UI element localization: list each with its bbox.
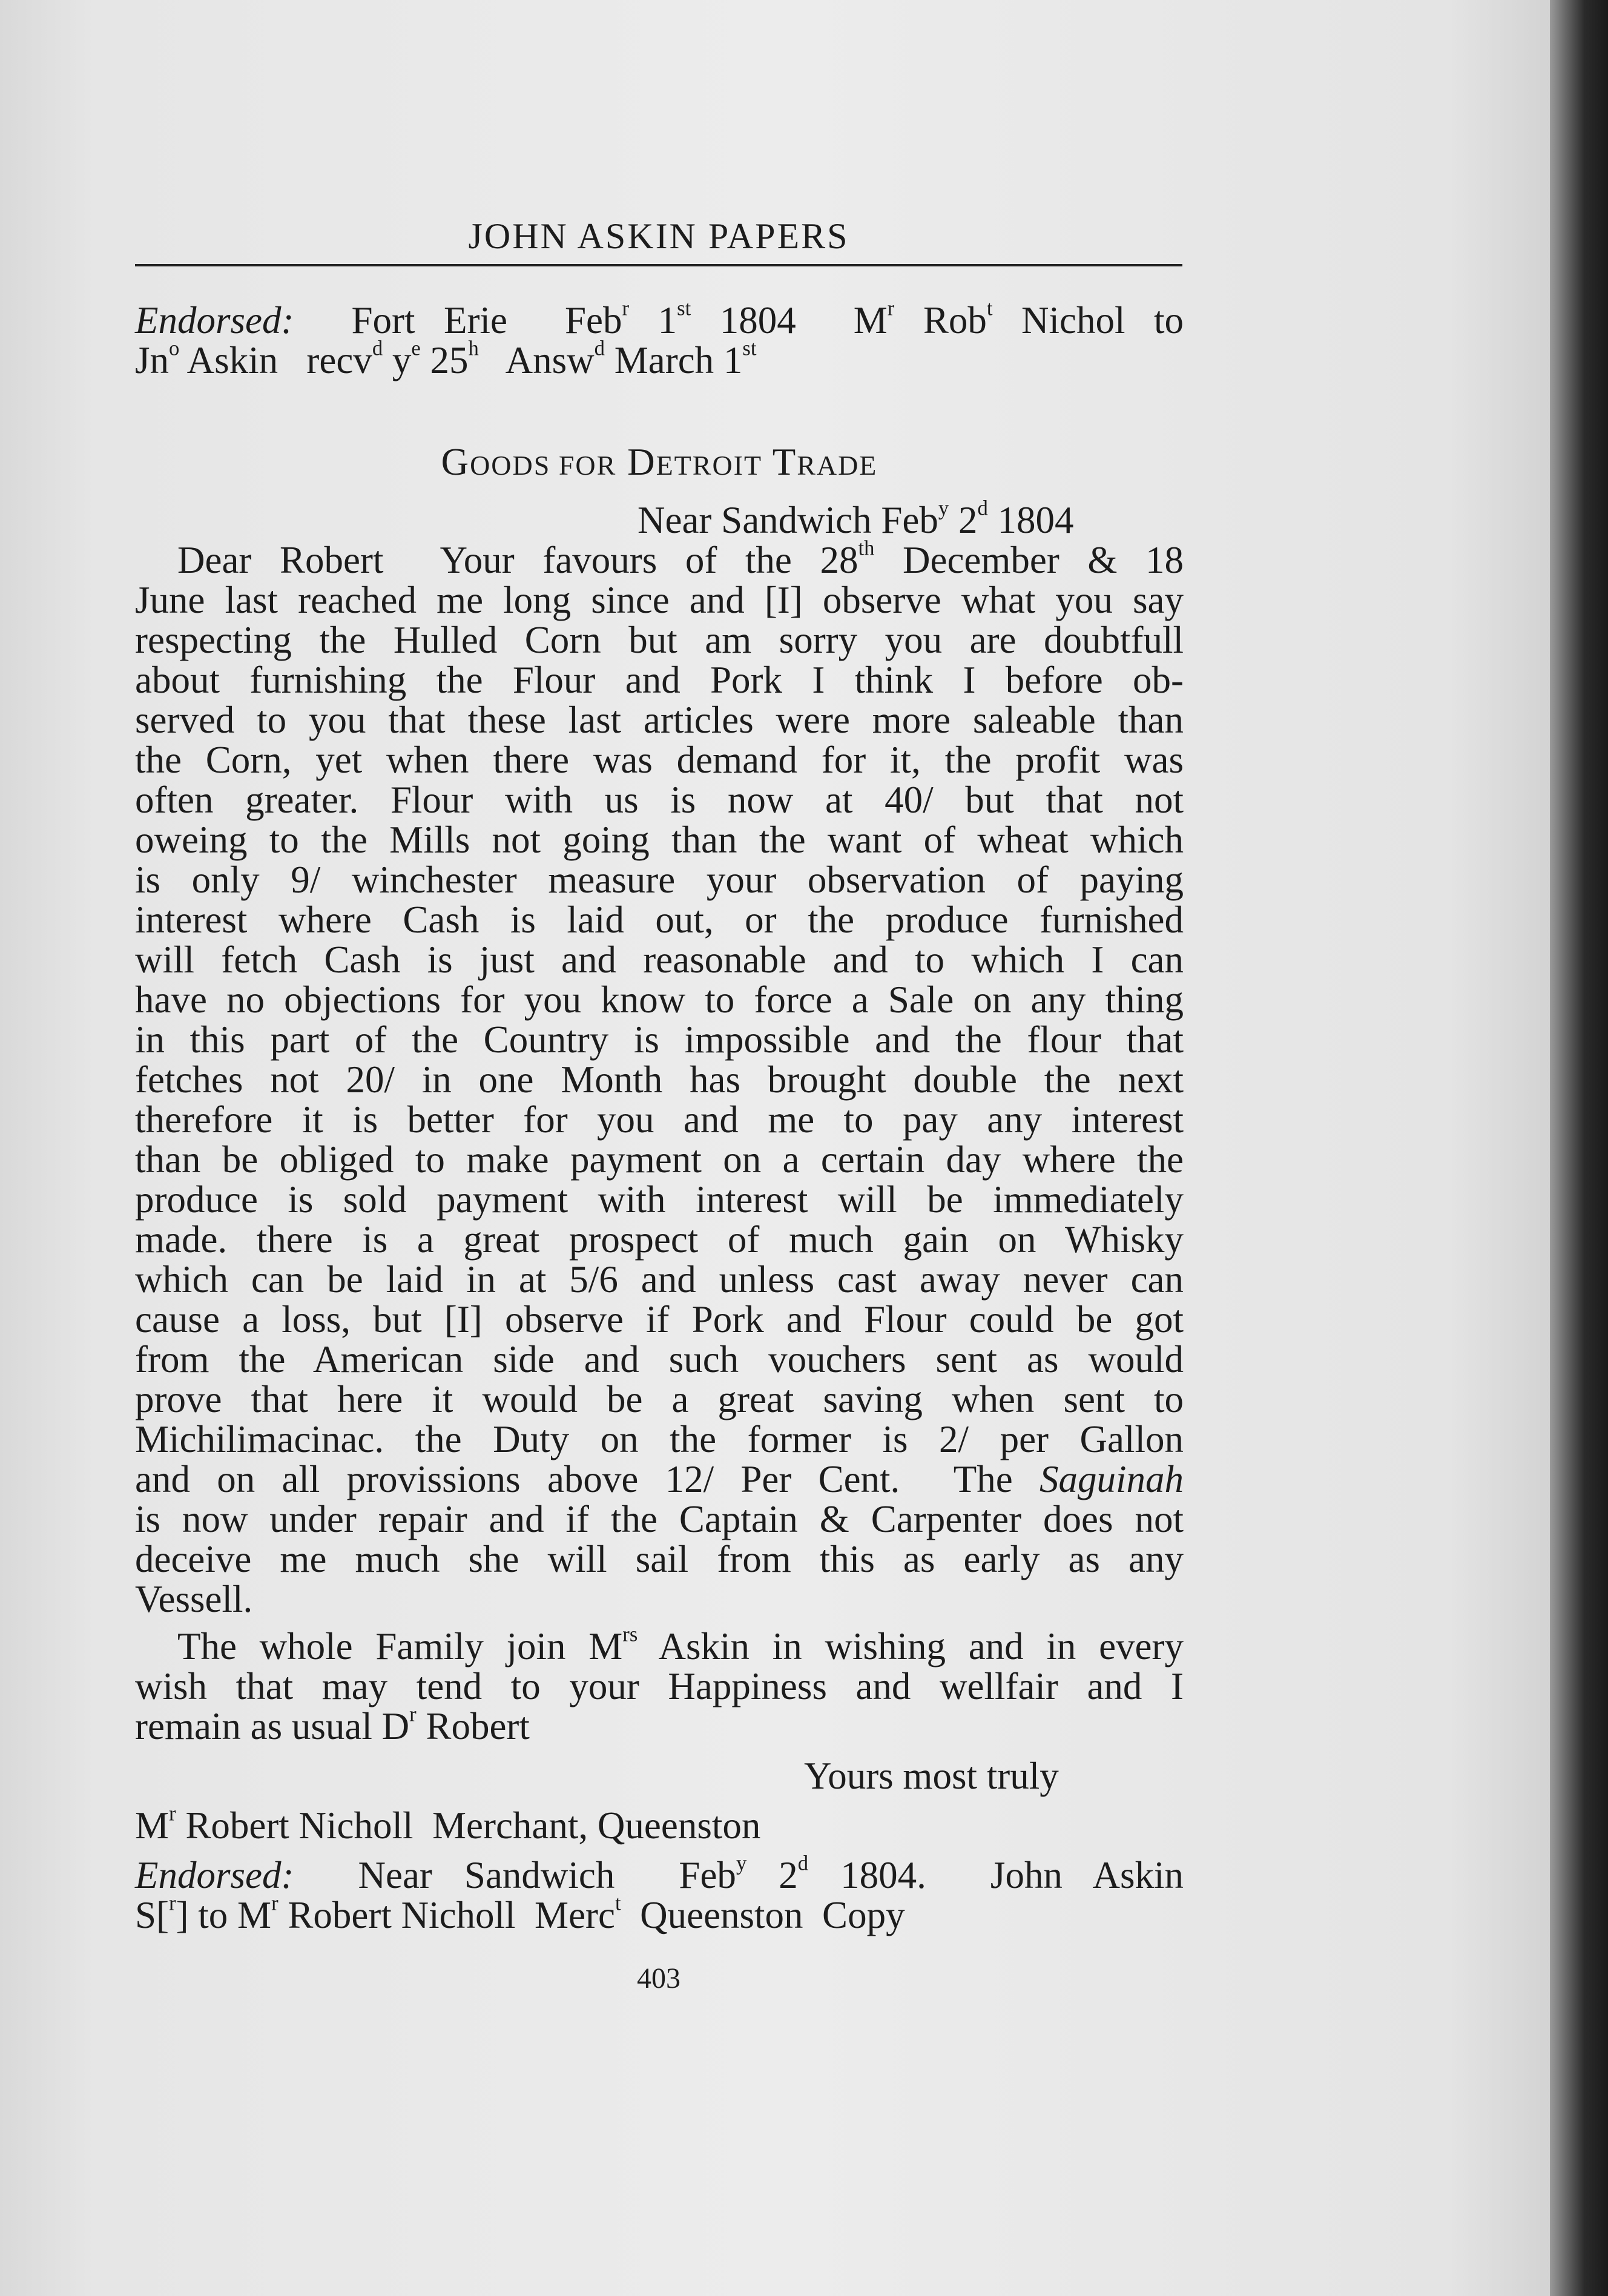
body-line: deceive me much she will sail from this as early as any [135, 1538, 1184, 1580]
addressee: $M^r$ Robert Nicholl Merchant, Queenston [135, 1802, 761, 1847]
endorsed-label: Endorsed: [135, 1854, 294, 1896]
body-line: the Corn, yet when there was demand for it, the profit was [135, 739, 1184, 781]
endorsement-top-line-1: Endorsed: Fort Erie Feb$^r$ 1st 1804 $M^r$ Rob$^t$ Nichol to [135, 297, 1184, 341]
body-line: Michilimacinac. the Duty on the former is 2/ per Gallon [135, 1418, 1184, 1460]
body-line: and on all provissions above 12/ Per Cent. The Saguinah [135, 1458, 1184, 1500]
running-header: JOHN ASKIN PAPERS [468, 216, 849, 256]
body-line: is only 9/ winchester measure your observation of paying [135, 859, 1184, 901]
body-line: made. there is a great prospect of much gain on Whisky [135, 1218, 1184, 1261]
body-line: will fetch Cash is just and reasonable and to which I can [135, 939, 1184, 981]
endorsement-bottom-line-1: Endorsed: Near Sandwich Feb$^y$ 2$^d$ 1804. John Askin [135, 1852, 1184, 1896]
body-line: which can be laid in at 5/6 and unless cast away never can [135, 1258, 1184, 1301]
body-line: often greater. Flour with us is now at 40/ but that not [135, 779, 1184, 821]
body-line: from the American side and such vouchers sent as would [135, 1338, 1184, 1381]
closing-line: wish that may tend to your Happiness and wellfair and I [135, 1665, 1184, 1707]
body-line: have no objections for you know to force a Sale on any thing [135, 978, 1184, 1021]
section-title: GOODS FOR DETROIT TRADE [441, 441, 878, 483]
body-line: interest where Cash is laid out, or the produce furnished [135, 899, 1184, 941]
header-rule [135, 264, 1182, 266]
body-line: Vessell. [135, 1578, 253, 1620]
body-line: therefore it is better for you and me to pay any interest [135, 1098, 1184, 1141]
body-line: about furnishing the Flour and Pork I think I before ob- [135, 659, 1184, 701]
endorsement-bottom-line-2: S[$^r$] to $M^r$ Robert Nicholl Merc$^t$ Queenston Copy [135, 1892, 905, 1936]
body-line: Dear Robert Your favours of the 28th December & 18 [177, 536, 1184, 581]
page-edge-shadow [1550, 0, 1608, 2296]
dateline: Near Sandwich Feb$^y$ 2$^d$ 1804 [638, 496, 1074, 541]
closing-line: The whole Family join $M^{rs}$ Askin in wishing and in every [177, 1623, 1184, 1668]
page-number: 403 [637, 1962, 680, 1994]
body-line: prove that here it would be a great saving when sent to [135, 1378, 1184, 1420]
endorsed-label: Endorsed: [135, 299, 294, 341]
body-line: June last reached me long since and [I] observe what you say [135, 579, 1184, 621]
endorsement-top-line-2: Jn$^o$ Askin recv$^d$ $y^e$ 25$^h$ Answ$^d$ March 1st [135, 337, 757, 381]
closing-line: remain as usual $D^r$ Robert [135, 1703, 530, 1747]
body-line: respecting the Hulled Corn but am sorry you are doubtfull [135, 619, 1184, 661]
signoff: Yours most truly [804, 1755, 1059, 1797]
body-line: is now under repair and if the Captain & Carpenter does not [135, 1498, 1184, 1540]
body-line: in this part of the Country is impossible and the flour that [135, 1018, 1184, 1061]
body-line: than be obliged to make payment on a certain day where the [135, 1138, 1184, 1181]
body-line: fetches not 20/ in one Month has brought double the next [135, 1058, 1184, 1101]
body-line: served to you that these last articles were more saleable than [135, 699, 1184, 741]
body-line: produce is sold payment with interest will be immediately [135, 1178, 1184, 1221]
body-line: cause a loss, but [I] observe if Pork and Flour could be got [135, 1298, 1184, 1341]
body-line: oweing to the Mills not going than the want of wheat which [135, 819, 1184, 861]
